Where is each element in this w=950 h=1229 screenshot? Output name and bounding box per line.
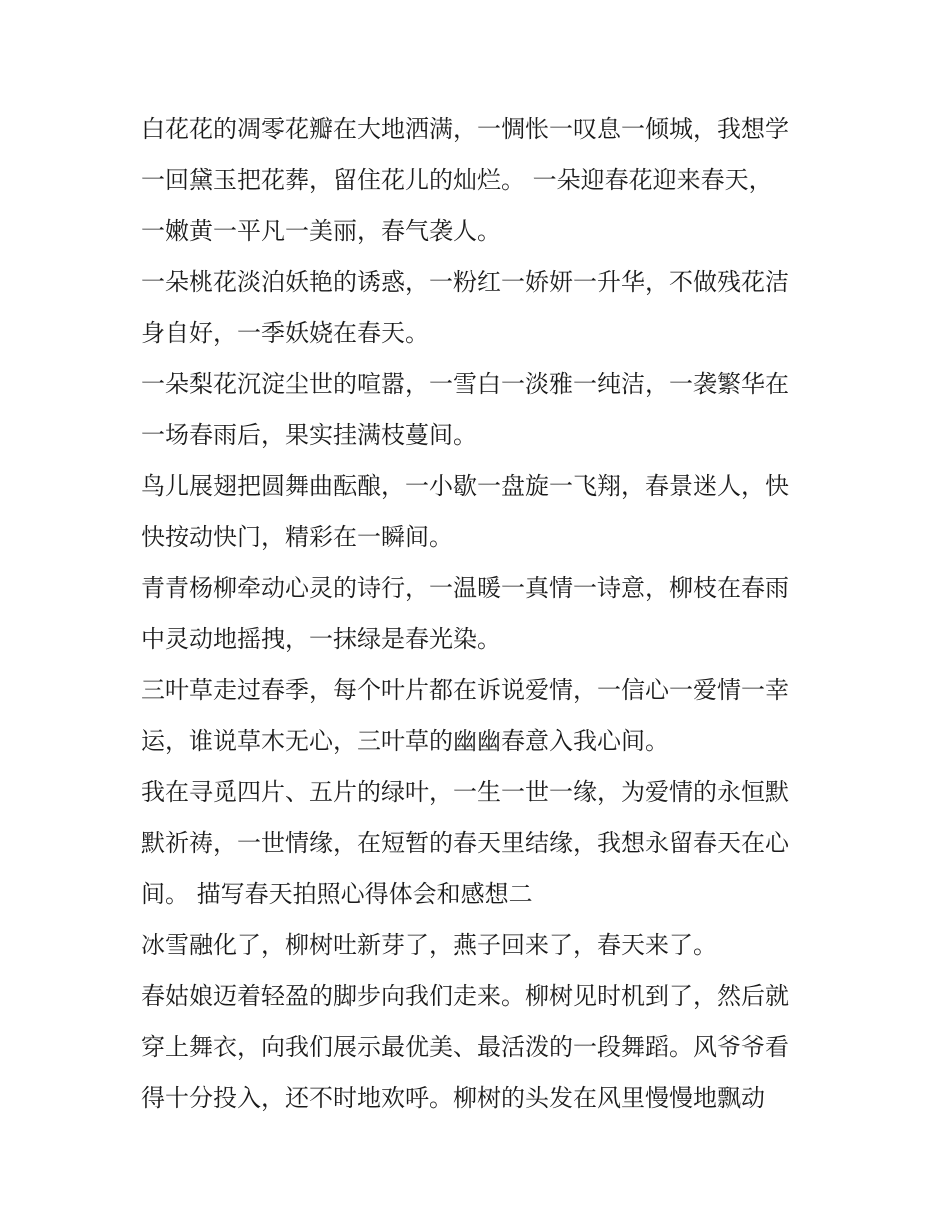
text-line: 白花花的凋零花瓣在大地洒满，一惆怅一叹息一倾城，我想学 <box>141 115 789 143</box>
text-line: 身自好，一季妖娆在春天。 <box>141 319 429 347</box>
body-text <box>141 104 821 1124</box>
text-line: 穿上舞衣，向我们展示最优美、最活泼的一段舞蹈。风爷爷看 <box>141 1033 789 1061</box>
text-line: 运，谁说草木无心，三叶草的幽幽春意入我心间。 <box>141 727 669 755</box>
text-line: 中灵动地摇拽，一抹绿是春光染。 <box>141 625 501 653</box>
text-line: 我在寻觅四片、五片的绿叶，一生一世一缘，为爱情的永恒默 <box>141 778 789 806</box>
text-line: 鸟儿展翅把圆舞曲酝酿，一小歇一盘旋一飞翔，春景迷人，快 <box>141 472 789 500</box>
text-line: 一场春雨后，果实挂满枝蔓间。 <box>141 421 477 449</box>
text-line: 得十分投入，还不时地欢呼。柳树的头发在风里慢慢地飘动 <box>141 1084 765 1112</box>
text-line: 默祈祷，一世情缘，在短暂的春天里结缘，我想永留春天在心 <box>141 829 789 857</box>
text-line: 一朵桃花淡泊妖艳的诱惑，一粉红一娇妍一升华，不做残花洁 <box>141 268 789 296</box>
text-line: 一嫩黄一平凡一美丽，春气袭人。 <box>141 217 501 245</box>
text-line: 一朵梨花沉淀尘世的喧嚣，一雪白一淡雅一纯洁，一袭繁华在 <box>141 370 789 398</box>
text-line: 一回黛玉把花葬，留住花儿的灿烂。 一朵迎春花迎来春天， <box>141 166 773 194</box>
text-line: 春姑娘迈着轻盈的脚步向我们走来。柳树见时机到了，然后就 <box>141 982 789 1010</box>
text-line: 快按动快门，精彩在一瞬间。 <box>141 523 453 551</box>
text-line: 冰雪融化了，柳树吐新芽了，燕子回来了，春天来了。 <box>141 931 717 959</box>
text-line: 青青杨柳牵动心灵的诗行，一温暖一真情一诗意，柳枝在春雨 <box>141 574 789 602</box>
text-line: 间。 描写春天拍照心得体会和感想二 <box>141 880 533 908</box>
text-line: 三叶草走过春季，每个叶片都在诉说爱情，一信心一爱情一幸 <box>141 676 789 704</box>
